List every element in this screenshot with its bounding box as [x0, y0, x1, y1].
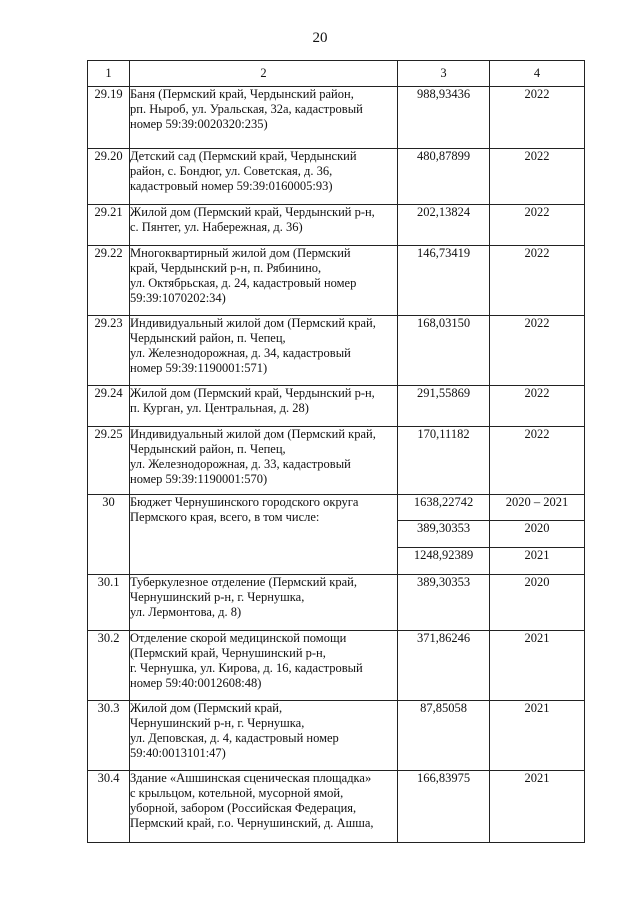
row-amount: 170,11182: [398, 427, 490, 495]
description-line: район, с. Бондюг, ул. Советская, д. 36,: [130, 164, 333, 178]
page-number: 20: [312, 30, 328, 46]
description-line: кадастровый номер 59:39:0160005:93): [130, 179, 333, 193]
row-amount: 389,30353: [398, 521, 490, 548]
row-number: 29.20: [88, 149, 130, 205]
header-col-2: 2: [130, 61, 398, 87]
row-number: 30.3: [88, 701, 130, 771]
description-line: ул. Деповская, д. 4, кадастровый номер: [130, 731, 339, 745]
row-year: 2022: [490, 427, 585, 495]
description-line: с. Пянтег, ул. Набережная, д. 36): [130, 220, 303, 234]
description-line: (Пермский край, Чернушинский р-н,: [130, 646, 326, 660]
description-line: ул. Железнодорожная, д. 33, кадастровый: [130, 457, 351, 471]
description-line: Баня (Пермский край, Чердынский район,: [130, 87, 354, 101]
description-line: Туберкулезное отделение (Пермский край,: [130, 575, 357, 589]
row-year: 2022: [490, 149, 585, 205]
row-number: 29.24: [88, 386, 130, 427]
description-line: Чердынский район, п. Чепец,: [130, 331, 286, 345]
row-description: [130, 87, 398, 149]
table-row: [88, 631, 585, 701]
header-col-3: 3: [398, 61, 490, 87]
table-row: [88, 771, 585, 843]
table-row: [88, 87, 585, 149]
table-body: [88, 87, 585, 843]
table-row: [88, 575, 585, 631]
row-description: [130, 575, 398, 631]
row-year: 2022: [490, 205, 585, 246]
row-number: 29.22: [88, 246, 130, 316]
row-description: [130, 205, 398, 246]
description-line: Жилой дом (Пермский край,: [130, 701, 283, 715]
table-row: [88, 246, 585, 316]
header-row: [88, 61, 585, 87]
row-description: [130, 631, 398, 701]
row-year: 2022: [490, 386, 585, 427]
row-number: 30: [88, 495, 130, 575]
row-year: 2021: [490, 771, 585, 843]
description-line: Здание «Ашшинская сценическая площадка»: [130, 771, 372, 785]
description-line: номер 59:39:1190001:570): [130, 472, 268, 486]
row-description: [130, 495, 398, 575]
description-line: 59:40:0013101:47): [130, 746, 226, 760]
row-description: [130, 427, 398, 495]
row-description: [130, 149, 398, 205]
description-line: Пермского края, всего, в том числе:: [130, 510, 320, 524]
row-year: 2021: [490, 631, 585, 701]
description-line: ул. Октябрьская, д. 24, кадастровый номер: [130, 276, 357, 290]
table-row: [88, 149, 585, 205]
description-line: Детский сад (Пермский край, Чердынский: [130, 149, 357, 163]
description-line: Индивидуальный жилой дом (Пермский край,: [130, 427, 376, 441]
description-line: г. Чернушка, ул. Кирова, д. 16, кадастровый: [130, 661, 363, 675]
row-amount: 87,85058: [398, 701, 490, 771]
row-year: 2021: [490, 701, 585, 771]
row-year: 2020: [490, 575, 585, 631]
row-number: 29.21: [88, 205, 130, 246]
budget-table: [87, 60, 585, 843]
row-number: 29.19: [88, 87, 130, 149]
row-amount: 1248,92389: [398, 548, 490, 575]
description-line: край, Чердынский р-н, п. Рябинино,: [130, 261, 322, 275]
description-line: с крыльцом, котельной, мусорной ямой,: [130, 786, 344, 800]
description-line: Отделение скорой медицинской помощи: [130, 631, 347, 645]
row-description: [130, 771, 398, 843]
row-number: 30.1: [88, 575, 130, 631]
row-description: [130, 701, 398, 771]
description-line: Чернушинский р-н, г. Чернушка,: [130, 716, 305, 730]
row-amount: 291,55869: [398, 386, 490, 427]
description-line: Чердынский район, п. Чепец,: [130, 442, 286, 456]
description-line: Жилой дом (Пермский край, Чердынский р-н,: [130, 205, 375, 219]
table-row: [88, 427, 585, 495]
description-line: Бюджет Чернушинского городского округа: [130, 495, 359, 509]
row-description: [130, 386, 398, 427]
header-col-4: 4: [490, 61, 585, 87]
description-line: Многоквартирный жилой дом (Пермский: [130, 246, 351, 260]
description-line: ул. Лермонтова, д. 8): [130, 605, 242, 619]
row-amount: 166,83975: [398, 771, 490, 843]
table-row: [88, 386, 585, 427]
row-description: [130, 246, 398, 316]
header-col-1: 1: [88, 61, 130, 87]
row-number: 30.4: [88, 771, 130, 843]
description-line: номер 59:39:1190001:571): [130, 361, 268, 375]
description-line: номер 59:40:0012608:48): [130, 676, 262, 690]
row-amount: 146,73419: [398, 246, 490, 316]
row-year: 2022: [490, 246, 585, 316]
row-amount: 389,30353: [398, 575, 490, 631]
row-year: 2020: [490, 521, 585, 548]
row-description: [130, 316, 398, 386]
description-line: Чернушинский р-н, г. Чернушка,: [130, 590, 305, 604]
row-amount: 202,13824: [398, 205, 490, 246]
description-line: 59:39:1070202:34): [130, 291, 226, 305]
row-amount: 1638,22742: [398, 495, 490, 521]
description-line: Пермский край, г.о. Чернушинский, д. Ашша,: [130, 816, 374, 830]
description-line: уборной, забором (Российская Федерация,: [130, 801, 357, 815]
table-header: [88, 61, 585, 87]
row-number: 29.23: [88, 316, 130, 386]
table-row: [88, 701, 585, 771]
row-year: 2021: [490, 548, 585, 575]
row-amount: 480,87899: [398, 149, 490, 205]
row-number: 30.2: [88, 631, 130, 701]
table-row: [88, 205, 585, 246]
row-amount: 168,03150: [398, 316, 490, 386]
description-line: ул. Железнодорожная, д. 34, кадастровый: [130, 346, 351, 360]
row-amount: 988,93436: [398, 87, 490, 149]
row-number: 29.25: [88, 427, 130, 495]
row-amount: 371,86246: [398, 631, 490, 701]
description-line: п. Курган, ул. Центральная, д. 28): [130, 401, 309, 415]
row-year: 2020 – 2021: [490, 495, 585, 521]
description-line: Жилой дом (Пермский край, Чердынский р-н,: [130, 386, 375, 400]
description-line: рп. Ныроб, ул. Уральская, 32а, кадастровый: [130, 102, 363, 116]
table-row: [88, 316, 585, 386]
description-line: номер 59:39:0020320:235): [130, 117, 268, 131]
row-year: 2022: [490, 316, 585, 386]
description-line: Индивидуальный жилой дом (Пермский край,: [130, 316, 376, 330]
row-year: 2022: [490, 87, 585, 149]
table-row-group-total: [88, 495, 585, 521]
